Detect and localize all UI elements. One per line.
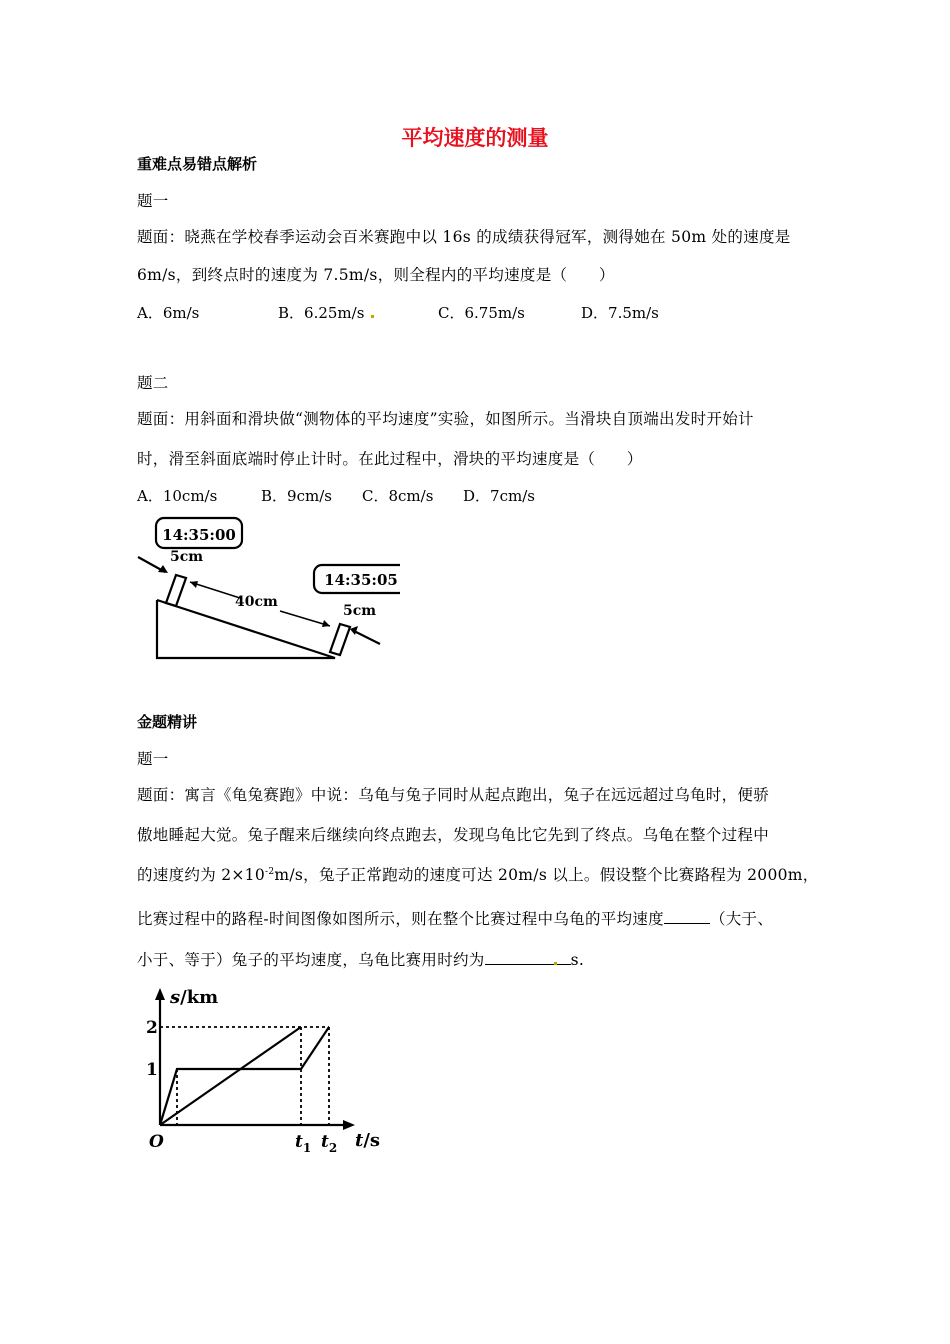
option-a: A．6m/s xyxy=(137,304,200,322)
question-text-line: 题面：寓言《龟兔赛跑》中说：乌龟与兔子同时从起点跑出，兔子在远远超过乌龟时，便骄 xyxy=(137,786,770,804)
question-text-line xyxy=(137,948,584,970)
section-heading-analysis: 重难点易错点解析 xyxy=(137,155,258,173)
document-title: 平均速度的测量 xyxy=(401,126,549,150)
y-tick-2: 2 xyxy=(146,1018,158,1038)
y-tick-1: 1 xyxy=(146,1060,158,1080)
option-d: D．7cm/s xyxy=(463,487,535,505)
question-text-line xyxy=(137,907,773,929)
start-clock-time: 14:35:00 xyxy=(162,526,236,544)
answer-blank[interactable] xyxy=(664,909,710,924)
arrowhead-distance-right xyxy=(322,620,330,627)
question-text-line: 时，滑至斜面底端时停止计时。在此过程中，滑块的平均速度是（ ） xyxy=(137,450,643,468)
option-d: D．7.5m/s xyxy=(581,304,659,322)
t2-label: $t_2$ xyxy=(321,1132,338,1155)
question-label: 题一 xyxy=(137,750,169,768)
arrowhead-distance-left xyxy=(190,581,198,588)
text-segment: （大于、 xyxy=(709,910,774,928)
block-top xyxy=(166,575,186,606)
arrow-bottom-shaft xyxy=(352,630,380,644)
t1-label: $t_1$ xyxy=(295,1132,312,1155)
distance-arrow-left xyxy=(190,582,240,598)
rabbit-line xyxy=(160,1027,329,1125)
question-label: 题二 xyxy=(137,374,169,392)
x-axis-arrowhead xyxy=(343,1120,355,1130)
block-bottom xyxy=(330,624,350,655)
block-length-label-bottom: 5cm xyxy=(343,603,377,619)
arrowhead-bottom xyxy=(350,626,358,635)
block-length-label-top: 5cm xyxy=(170,549,204,565)
question-text-line: 题面：用斜面和滑块做“测物体的平均速度”实验，如图所示。当滑块自顶端出发时开始计 xyxy=(137,410,754,428)
question-text-line: 题面：晓燕在学校春季运动会百米赛跑中以 16s 的成绩获得冠军，测得她在 50m 处的速度是 xyxy=(137,228,791,246)
question-text-line: 6m/s，到终点时的速度为 7.5m/s，则全程内的平均速度是（ ） xyxy=(137,266,615,284)
option-b: B．6.25m/s xyxy=(278,304,365,322)
distance-arrow-right xyxy=(280,611,330,626)
answer-blank[interactable] xyxy=(485,950,571,965)
text-segment: m/s，兔子正常跑动的速度可达 20m/s 以上。假设整个比赛路程为 2000m， xyxy=(274,866,819,884)
question-text-line xyxy=(137,863,819,885)
x-axis-label: t/s xyxy=(355,1130,381,1151)
question-text-line: 傲地睡起大觉。兔子醒来后继续向终点跑去，发现乌龟比它先到了终点。乌龟在整个过程中 xyxy=(137,826,770,844)
text-segment: 比赛过程中的路程-时间图像如图所示，则在整个比赛过程中乌龟的平均速度 xyxy=(137,910,664,928)
section-heading-lecture: 金题精讲 xyxy=(137,713,198,731)
distance-label: 40cm xyxy=(235,594,278,610)
tortoise-line xyxy=(160,1027,301,1125)
incline-figure xyxy=(130,512,400,667)
stray-mark xyxy=(554,962,557,965)
stray-mark xyxy=(371,315,374,318)
option-b: B．9cm/s xyxy=(261,487,332,505)
exponent: -2 xyxy=(265,866,275,877)
origin-label: O xyxy=(149,1132,164,1152)
end-clock-time: 14:35:05 xyxy=(324,571,398,589)
y-axis-arrowhead xyxy=(155,988,165,1000)
text-segment: 的速度约为 2×10 xyxy=(137,866,265,884)
distance-time-graph xyxy=(140,985,390,1160)
option-c: C．8cm/s xyxy=(362,487,434,505)
option-a: A．10cm/s xyxy=(137,487,218,505)
y-axis-label: s/km xyxy=(170,987,219,1008)
option-c: C．6.75m/s xyxy=(438,304,525,322)
text-segment: 小于、等于）兔子的平均速度，乌龟比赛用时约为 xyxy=(137,951,485,969)
text-segment: s. xyxy=(570,951,585,969)
question-label: 题一 xyxy=(137,192,169,210)
